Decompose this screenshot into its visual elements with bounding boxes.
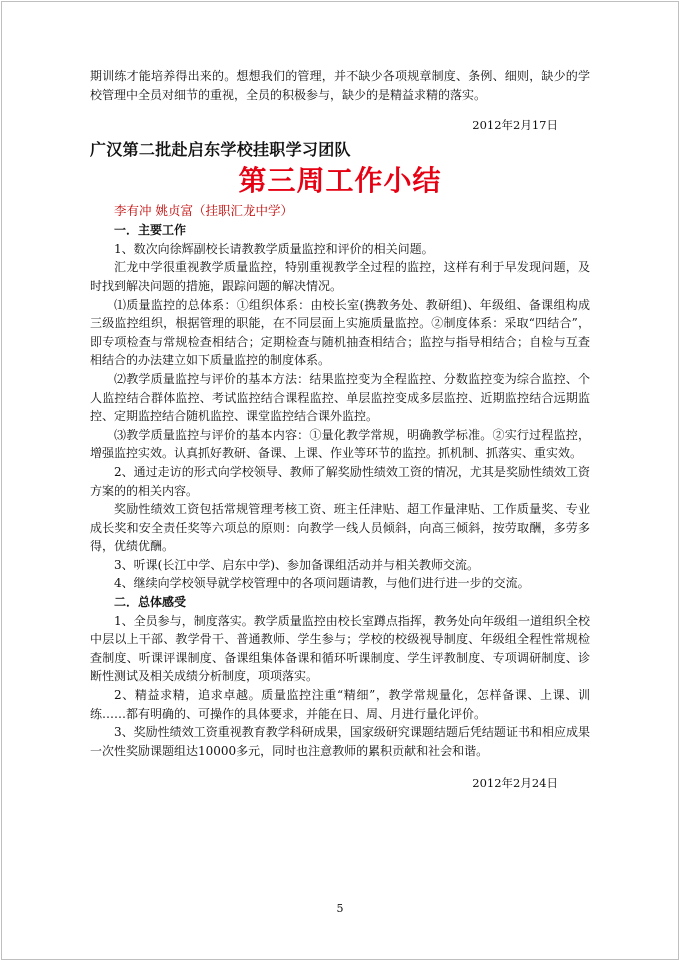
team-title: 广汉第二批赴启东学校挂职学习团队 <box>90 140 351 160</box>
section-1-paragraph-3: ⑴质量监控的总体系：①组织体系：由校长室(携教务处、教研组)、年级组、备课组构成三级监控组织，根据管理的职能，在不同层面上实施质量监控。②制度体系：采取“四结合”，即专项检查与常规检查相结合；定期检查与随机抽查相结合；监控与指导相结合；自检与互查相结合的办法建立如下质量监控的制度体系。 <box>90 297 590 368</box>
section-1-paragraph-5: ⑶教学质量监控与评价的基本内容：①量化教学常规，明确教学标准。②实行过程监控，增强监控实效。认真抓好教研、备课、上课、作业等环节的监控。抓机制、抓落实、重实效。 <box>90 427 590 461</box>
section-1-heading: 一．主要工作 <box>114 223 187 238</box>
section-1-paragraph-8: 3、听课(长江中学、启东中学)、参加备课组活动并与相关教师交流。 <box>114 557 480 572</box>
section-2-paragraph-3: 3、奖励性绩效工资重视教育教学科研成果，国家级研究课题结题后凭结题证书和相应成果一次性奖励课题组达10000多元，同时也注意教师的累积贡献和社会和谐。 <box>90 725 590 758</box>
section-2-heading: 二．总体感受 <box>114 595 187 610</box>
document-body <box>90 67 590 792</box>
date-first: 2012年2月17日 <box>472 118 558 133</box>
section-2-paragraph-2: 2、精益求精，追求卓越。质量监控注重“精细”，教学常规量化，怎样备课、上课、训练……都有明确的、可操作的具体要求，并能在日、周、月进行量化评价。 <box>90 688 590 721</box>
section-2-paragraph-1: 1、全员参与，制度落实。教学质量监控由校长室蹲点指挥，教务处向年级组一道组织全校中层以上干部、教学骨干、普通教师、学生参与；学校的校级视导制度、年级组全程性常规检查制度、听课评课制度、备课组集体备课和循环听课制度、学生评教制度、专项调研制度、诊断性测试及相关成绩分析制度，项项落实。 <box>90 613 590 684</box>
date-second: 2012年2月24日 <box>472 776 558 791</box>
section-1-paragraph-1: 1、数次向徐辉副校长请教教学质量监控和评价的相关问题。 <box>114 241 434 256</box>
main-title: 第三周工作小结 <box>238 164 442 198</box>
page-number: 5 <box>336 902 344 915</box>
section-1-paragraph-6: 2、通过走访的形式向学校领导、教师了解奖励性绩效工资的情况，尤其是奖励性绩效工资方案的的相关内容。 <box>90 464 590 498</box>
intro-paragraph: 期训练才能培养得出来的。想想我们的管理，并不缺少各项规章制度、条例、细则，缺少的学校管理中全员对细节的重视，全员的积极参与，缺少的是精益求精的落实。 <box>90 69 590 102</box>
section-1-paragraph-2: 汇龙中学很重视教学质量监控，特别重视教学全过程的监控，这样有利于早发现问题，及时找到解决问题的措施，跟踪问题的解决情况。 <box>90 260 590 293</box>
authors-line: 李有冲 姚贞富（挂职汇龙中学） <box>114 203 293 219</box>
section-1-paragraph-9: 4、继续向学校领导就学校管理中的各项问题请教，与他们进行进一步的交流。 <box>114 576 530 591</box>
section-1-paragraph-7: 奖励性绩效工资包括常规管理考核工资、班主任津贴、超工作量津贴、工作质量奖、专业成长奖和安全责任奖等六项总的原则：向教学一线人员倾斜，向高三倾斜，按劳取酬，多劳多得，优绩优酬。 <box>90 502 590 554</box>
section-1-paragraph-4: ⑵教学质量监控与评价的基本方法：结果监控变为全程监控、分数监控变为综合监控、个人监控结合群体监控、考试监控结合课程监控、单层监控变成多层监控、近期监控结合远期监控、定期监控结合随机监控、课堂监控结合课外监控。 <box>90 371 590 424</box>
